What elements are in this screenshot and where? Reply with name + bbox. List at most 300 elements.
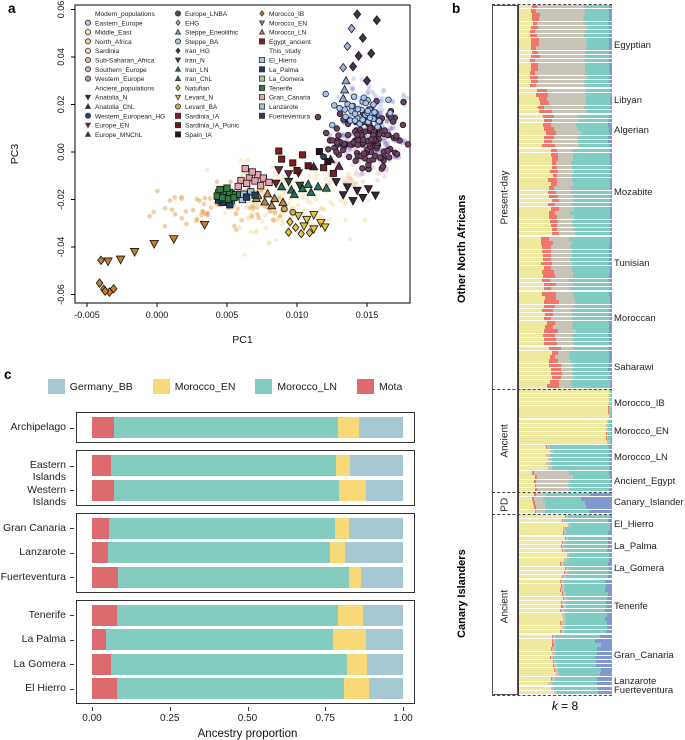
ancestry-segment-comp_blue [610,106,612,109]
ancestry-segment-comp_grey [551,123,575,126]
ancestry-segment-comp_teal [555,677,597,680]
scatter-point [332,179,340,186]
ancestry-segment-comp_red [531,55,540,58]
population-label-La_Palma: La_Palma [614,541,657,552]
scatter-point [175,113,180,118]
admixture-row [519,97,612,100]
ancestry-segment-comp_yellow [519,682,548,685]
population-label-Ancient_Egypt: Ancient_Egypt [614,476,675,487]
ancestry-segment-comp_grey [558,170,574,173]
ancestry-segment-comp_red [539,97,547,100]
admixture-row [519,186,612,189]
admixture-row [519,454,612,457]
ancestry-segment-comp_teal [566,617,605,620]
admixture-row [519,313,612,316]
ancestry-segment-comp_grey [535,71,585,74]
ancestry-segment-comp_red [550,170,558,173]
scatter-point [176,58,181,63]
ancestry-segment-comp_teal [610,410,612,413]
ancestry-segment-comp_grey [548,93,586,96]
ancestry-segment-comp_grey [555,305,573,308]
ancestry-segment-comp_teal [578,136,608,139]
scatter-point [147,214,152,219]
ancestry-segment-Germany_BB [367,654,403,675]
ancestry-segment-comp_grey [558,195,573,198]
ancestry-segment-comp_yellow [519,119,544,122]
ancestry-segment-comp_grey [557,224,573,227]
dashed-separator [492,389,612,390]
scatter-point [375,178,380,183]
ancestry-segment-comp_yellow [519,300,544,303]
admixture-row [519,668,612,671]
ancestry-segment-comp_blue [609,51,612,54]
ancestry-segment-comp_grey [562,372,574,375]
ancestry-segment-comp_yellow [519,630,560,633]
ancestry-segment-comp_blue [610,161,612,164]
scatter-point [366,198,371,203]
admixture-row [519,617,612,620]
scatter-point [325,158,331,164]
ancestry-segment-comp_red [541,262,552,265]
ancestry-segment-comp_blue [611,436,612,439]
admixture-row [519,228,612,231]
ancestry-segment-comp_teal [572,166,610,169]
ancestry-segment-Morocco_EN [336,455,350,476]
legend-item-Morocco_EN [153,379,236,394]
ancestry-segment-comp_blue [610,266,612,269]
ancestry-segment-comp_yellow [519,71,530,74]
admixture-subsection-box [492,5,518,695]
ancestry-segment-comp_grey [547,89,585,92]
scatter-point [349,198,357,205]
ancestry-segment-comp_teal [557,664,596,667]
ancestry-segment-comp_grey [536,46,586,49]
ancestry-segment-comp_yellow [519,605,561,608]
legend-label: Western_Europe [95,76,145,83]
ancestry-segment-comp_teal [583,17,609,20]
ancestry-segment-comp_teal [570,287,610,290]
admixture-row [519,71,612,74]
scatter-point [255,205,260,210]
ancestry-segment-comp_yellow [519,110,539,113]
admixture-row [519,406,612,409]
ancestry-segment-comp_blue [610,523,612,526]
ancestry-segment-comp_blue [610,270,612,273]
ancestry-segment-comp_yellow [519,510,535,513]
ancestry-segment-comp_grey [538,63,585,66]
ancestry-segment-comp_blue [610,232,612,235]
ancestry-segment-comp_yellow [519,545,561,548]
ancestry-segment-comp_red [545,325,553,328]
admixture-row [519,567,612,570]
scatter-point [315,114,321,120]
admixture-row [519,380,612,383]
ancestry-segment-comp_teal [586,93,611,96]
ancestry-segment-comp_grey [551,258,571,261]
ancestry-segment-comp_teal [570,351,609,354]
ancestry-segment-comp_teal [572,384,610,387]
ancestry-segment-comp_teal [550,454,609,457]
ancestry-segment-comp_grey [536,493,547,496]
admixture-row [519,630,612,633]
ancestry-segment-comp_blue [596,664,612,667]
scatter-point [390,119,396,125]
scatter-point [116,256,124,264]
ancestry-segment-Morocco_EN [349,567,361,588]
ancestry-segment-Mota [92,678,117,699]
admixture-row [519,359,612,362]
ancestry-segment-comp_teal [566,575,608,578]
scatter-point [382,128,388,134]
legend-item-Mota [357,379,402,394]
ancestry-segment-comp_blue [610,55,612,58]
ancestry-segment-comp_teal [554,450,609,453]
ancestry-segment-comp_yellow [519,436,606,439]
ancestry-segment-comp_blue [609,38,612,41]
ancestry-segment-comp_teal [584,5,609,8]
admixture-row [519,414,612,417]
ancestry-segment-comp_blue [601,668,612,671]
scatter-point [271,218,276,223]
ancestry-segment-Germany_BB [359,417,403,438]
admixture-row [519,664,612,667]
ancestry-segment-comp_blue [607,621,612,624]
admixture-row [519,505,612,508]
ancestry-segment-comp_teal [569,471,609,474]
scatter-point [340,63,347,71]
ancestry-segment-comp_teal [564,545,608,548]
ancestry-segment-comp_blue [610,149,612,152]
ancestry-segment-comp_blue [610,300,612,303]
ancestry-segment-comp_yellow [519,475,535,478]
admixture-row [519,588,612,591]
y-tick-label: -0.04 [56,237,66,258]
admixture-row [519,149,612,152]
ancestry-segment-comp_teal [610,402,612,405]
scatter-point [205,168,210,173]
ancestry-segment-comp_teal [584,106,610,109]
ancestry-row-label: Lanzarote [0,546,66,558]
admixture-row [519,687,612,690]
admixture-row [519,174,612,177]
scatter-point [85,20,90,25]
scatter-point [179,196,184,201]
ancestry-segment-Morocco_EN [330,542,346,563]
scatter-point [85,57,90,62]
scatter-point [352,118,358,124]
scatter-legend-column-2 [175,11,240,139]
legend-label: Sardinia [95,48,120,55]
legend-label: Natufian [185,85,210,92]
admixture-row [519,38,612,41]
admixture-row [519,571,612,574]
scatter-point [215,179,220,184]
ancestry-segment-comp_grey [554,186,571,189]
ancestry-segment-comp_blue [600,672,612,675]
admixture-row [519,274,612,277]
ancestry-segment-comp_yellow [519,523,568,526]
ancestry-segment-comp_yellow [519,144,542,147]
ancestry-segment-comp_blue [609,454,612,457]
ancestry-segment-comp_teal [571,186,610,189]
admixture-row [519,347,612,350]
scatter-point [282,206,288,212]
admixture-row [519,329,612,332]
scatter-point [259,57,264,62]
ancestry-segment-comp_blue [605,588,612,591]
scatter-point [359,34,366,43]
ancestry-segment-comp_teal [587,42,609,45]
scatter-point [257,183,263,189]
ancestry-segment-comp_blue [610,296,612,299]
legend-label: Levant_BA [185,104,218,111]
ancestry-segment-comp_teal [572,241,610,244]
admixture-row [519,575,612,578]
admixture-bar-plot [518,5,612,695]
ancestry-segment-comp_grey [536,9,585,12]
subsection-label-present-day: Present-day [493,6,517,389]
ancestry-segment-comp_blue [609,558,612,561]
ancestry-segment-comp_blue [609,80,612,83]
ancestry-segment-comp_blue [609,309,612,312]
legend-label: Sardinia_IA_Punic [185,123,240,130]
scatter-point [285,171,293,178]
scatter-point [376,118,382,124]
ancestry-segment-comp_grey [556,161,571,164]
admixture-row [519,515,612,518]
scatter-point [176,85,180,90]
ancestry-segment-comp_red [544,283,557,286]
ancestry-segment-comp_teal [564,562,608,565]
admixture-row [519,597,612,600]
ancestry-segment-comp_grey [535,59,584,62]
ancestry-segment-comp_blue [609,321,612,324]
admixture-row [519,647,612,650]
scatter-point [332,103,338,109]
ancestry-segment-comp_teal [550,462,610,465]
population-label-El_Hierro: El_Hierro [614,519,654,530]
row-tick [70,553,74,554]
ancestry-segment-comp_red [544,127,554,130]
scatter-point [353,187,361,194]
ancestry-segment-comp_yellow [519,334,543,337]
ancestry-segment-comp_blue [608,541,612,544]
ancestry-segment-comp_grey [558,157,573,160]
ancestry-segment-comp_yellow [519,329,544,332]
scatter-point [375,124,381,130]
legend-label: Europe_LNBA [185,11,228,18]
legend-label: Sub-Saharan_Africa [95,58,155,65]
scatter-point [355,106,361,112]
scatter-group-Sardinia_IA [276,148,306,166]
legend-swatch [357,379,374,394]
ancestry-segment-comp_teal [552,466,610,469]
admixture-row [519,656,612,659]
admixture-row [519,531,612,534]
ancestry-segment-comp_grey [559,380,571,383]
y-tick-label: -0.06 [56,284,66,305]
ancestry-segment-comp_blue [610,220,612,223]
ancestry-segment-comp_yellow [519,170,550,173]
admixture-row [519,220,612,223]
admixture-row [519,258,612,261]
admixture-row [519,497,612,500]
ancestry-segment-comp_yellow [519,406,608,409]
admixture-row [519,30,612,33]
admixture-row [519,136,612,139]
ancestry-segment-comp_yellow [519,182,551,185]
legend-label: Anatolia_ChL [95,104,135,111]
ancestry-segment-Mota [92,542,108,563]
ancestry-segment-comp_grey [547,97,587,100]
scatter-point [240,172,245,177]
ancestry-segment-comp_grey [553,325,571,328]
ancestry-segment-comp_yellow [519,466,548,469]
scatter-point [163,206,168,211]
ancestry-segment-comp_blue [610,84,612,87]
scatter-point [362,218,367,223]
scatter-point [277,196,282,201]
legend-label: Spain_IA [185,132,212,139]
ancestry-segment-Mota [92,629,106,650]
admixture-row [519,46,612,49]
ancestry-segment-comp_blue [610,287,612,290]
ancestry-segment-comp_teal [565,613,607,616]
admixture-row [519,153,612,156]
ancestry-segment-Mota [92,654,111,675]
ancestry-segment-comp_red [544,300,559,303]
scatter-point [400,122,406,128]
ancestry-segment-comp_blue [605,617,612,620]
ancestry-segment-comp_yellow [519,621,560,624]
admixture-row [519,480,612,483]
ancestry-segment-comp_grey [551,317,571,320]
admixture-row [519,93,612,96]
ancestry-segment-comp_yellow [519,313,545,316]
scatter-group-Steppe_Eneolithic [339,77,350,102]
ancestry-segment-comp_yellow [519,454,546,457]
admixture-row [519,652,612,655]
ancestry-segment-comp_red [545,313,553,316]
legend-label: Steppe_BA [185,39,219,46]
y-tick-label: 0.02 [56,96,66,114]
admixture-row [519,458,612,461]
ancestry-segment-comp_yellow [519,191,548,194]
ancestry-segment-comp_grey [553,313,572,316]
scatter-point [367,115,373,121]
scatter-point [385,148,391,154]
ancestry-segment-comp_grey [556,338,573,341]
ancestry-segment-comp_yellow [519,262,541,265]
ancestry-segment-comp_red [550,380,558,383]
ancestry-segment-Morocco_LN [114,480,339,501]
ancestry-segment-comp_blue [609,458,612,461]
x-tick-label: 0.005 [216,310,239,320]
ancestry-segment-comp_yellow [519,199,552,202]
scatter-point [176,20,180,25]
x-axis-label: PC1 [232,334,253,346]
c-axis-tick [248,707,249,711]
ancestry-segment-comp_grey [537,475,573,478]
x-tick-label: 0.000 [146,310,169,320]
scatter-point [248,206,253,211]
ancestry-segment-comp_yellow [519,515,565,518]
scatter-point [323,91,329,97]
k-value-label [518,699,612,713]
admixture-row [519,13,612,16]
scatter-point [354,10,361,19]
ancestry-segment-Morocco_LN [117,678,344,699]
ancestry-segment-Morocco_LN [111,455,336,476]
legend-label: Iran_LN [185,67,209,74]
scatter-point [255,228,260,233]
row-tick [70,490,74,491]
scatter-group-Gran_Canaria [235,165,272,189]
ancestry-segment-comp_grey [557,182,574,185]
ancestry-segment-comp_yellow [519,338,544,341]
scatter-point [405,142,411,148]
legend-text: Germany_BB [70,381,133,393]
x-tick-label: -0.005 [74,310,100,320]
ancestry-segment-comp_teal [572,313,609,316]
legend-text: Morocco_LN [277,381,337,393]
scatter-group-Iran_HG [349,10,380,85]
ancestry-segment-comp_grey [554,115,578,118]
ancestry-segment-Morocco_LN [117,605,338,626]
ancestry-segment-comp_teal [585,9,609,12]
ancestry-segment-comp_teal [573,224,610,227]
panel-c [0,365,450,720]
scatter-point [401,92,406,97]
ancestry-segment-comp_teal [552,682,597,685]
scatter-point [173,212,178,217]
ancestry-segment-comp_yellow [519,410,608,413]
scatter-point [279,156,285,162]
ancestry-segment-comp_grey [556,283,573,286]
ancestry-segment-comp_grey [557,228,573,231]
scatter-point [316,215,321,220]
ancestry-segment-comp_blue [611,420,612,423]
ancestry-segment-comp_yellow [519,321,547,324]
ancestry-segment-comp_blue [606,630,612,633]
ancestry-segment-comp_teal [570,245,610,248]
admixture-row [519,292,612,295]
ancestry-segment-comp_blue [609,488,612,491]
ancestry-segment-comp_teal [573,274,610,277]
ancestry-segment-comp_grey [555,334,572,337]
ancestry-segment-comp_grey [536,510,545,513]
scatter-point [290,160,296,166]
admixture-row [519,26,612,29]
admixture-row [519,428,612,431]
ancestry-segment-comp_grey [552,110,587,113]
ancestry-segment-comp_blue [610,170,612,173]
scatter-point [98,256,105,264]
admixture-row [519,334,612,337]
ancestry-segment-comp_yellow [519,258,543,261]
scatter-point [361,95,367,101]
ancestry-segment-comp_grey [539,42,587,45]
ancestry-segment-comp_yellow [519,541,562,544]
legend-label: Egypt_ancient [269,39,311,46]
ancestry-segment-comp_teal [585,30,610,33]
ancestry-segment-comp_yellow [519,647,551,650]
scatter-point [388,126,393,131]
ancestry-segment-comp_yellow [519,106,538,109]
scatter-point [314,197,319,202]
scatter-point [176,48,180,53]
row-tick [70,664,74,665]
